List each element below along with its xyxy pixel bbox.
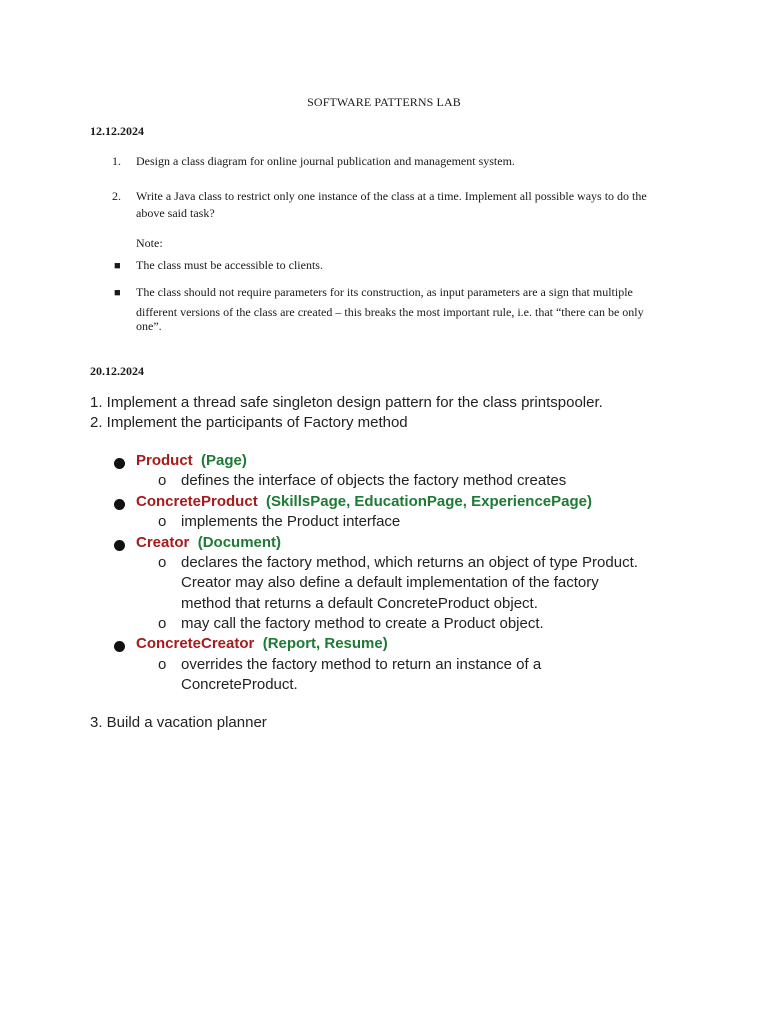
participant-description: defines the interface of objects the factory method creates: [181, 472, 567, 489]
sub-bullet-marker: o: [158, 513, 167, 530]
task-1-text: 1. Implement a thread safe singleton design pattern for the class printspooler.: [90, 394, 603, 411]
note-2-line-1: The class should not require parameters for its construction, as input parameters are a sign that multiple: [136, 285, 633, 299]
participant-description-line-1: declares the factory method, which returns an object of type Product.: [181, 554, 638, 571]
participant-example: (Document): [197, 534, 282, 551]
participant-description-line-1: overrides the factory method to return an instance of a: [181, 656, 542, 673]
participant-example: (SkillsPage, EducationPage, ExperiencePage): [266, 493, 592, 510]
sub-bullet-marker: o: [158, 554, 167, 571]
bullet-dot-icon: [114, 641, 125, 652]
sub-bullet-marker: o: [158, 656, 167, 673]
participant-example: (Report, Resume): [262, 635, 388, 652]
date-heading-1: 12.12.2024: [90, 124, 144, 138]
participant-product: [136, 451, 247, 472]
bullet-dot-icon: [114, 458, 125, 469]
participant-example: (Page): [201, 452, 247, 469]
participant-description: implements the Product interface: [181, 513, 401, 530]
sub-bullet-marker: o: [158, 615, 167, 632]
participant-concrete-product: [136, 492, 592, 513]
participant-description-2: may call the factory method to create a Product object.: [181, 615, 544, 632]
bullet-dot-icon: [114, 540, 125, 551]
participant-name: ConcreteProduct: [136, 493, 258, 510]
question-2-line-2: above said task?: [136, 206, 215, 220]
participant-description-line-2: ConcreteProduct.: [181, 676, 298, 693]
question-2-line-1: Write a Java class to restrict only one instance of the class at a time. Implement all possible ways to do the: [136, 189, 647, 203]
note-2-line-2: different versions of the class are created – this breaks the most important rule, i.e. that “there can be only: [136, 305, 644, 319]
participant-concrete-creator: [136, 634, 388, 655]
note-1-text: The class must be accessible to clients.: [136, 258, 323, 272]
task-2-text: 2. Implement the participants of Factory method: [90, 414, 408, 431]
question-2-number: 2.: [112, 189, 121, 203]
document-title: SOFTWARE PATTERNS LAB: [307, 95, 461, 109]
participant-name: Product: [136, 452, 193, 469]
participant-description-line-2: Creator may also define a default implementation of the factory: [181, 574, 599, 591]
note-2-line-3: one”.: [136, 319, 162, 333]
question-1-number: 1.: [112, 154, 121, 168]
date-heading-2: 20.12.2024: [90, 364, 144, 378]
note-label: Note:: [136, 236, 163, 250]
participant-name: Creator: [136, 534, 190, 551]
task-3-text: 3. Build a vacation planner: [90, 714, 267, 731]
participant-creator: [136, 533, 281, 554]
participant-description-line-3: method that returns a default ConcreteProduct object.: [181, 595, 538, 612]
note-bullet-1-marker: ■: [114, 260, 121, 272]
question-1-text: Design a class diagram for online journal publication and management system.: [136, 154, 515, 168]
note-bullet-2-marker: ■: [114, 287, 121, 299]
participant-name: ConcreteCreator: [136, 635, 255, 652]
bullet-dot-icon: [114, 499, 125, 510]
sub-bullet-marker: o: [158, 472, 167, 489]
